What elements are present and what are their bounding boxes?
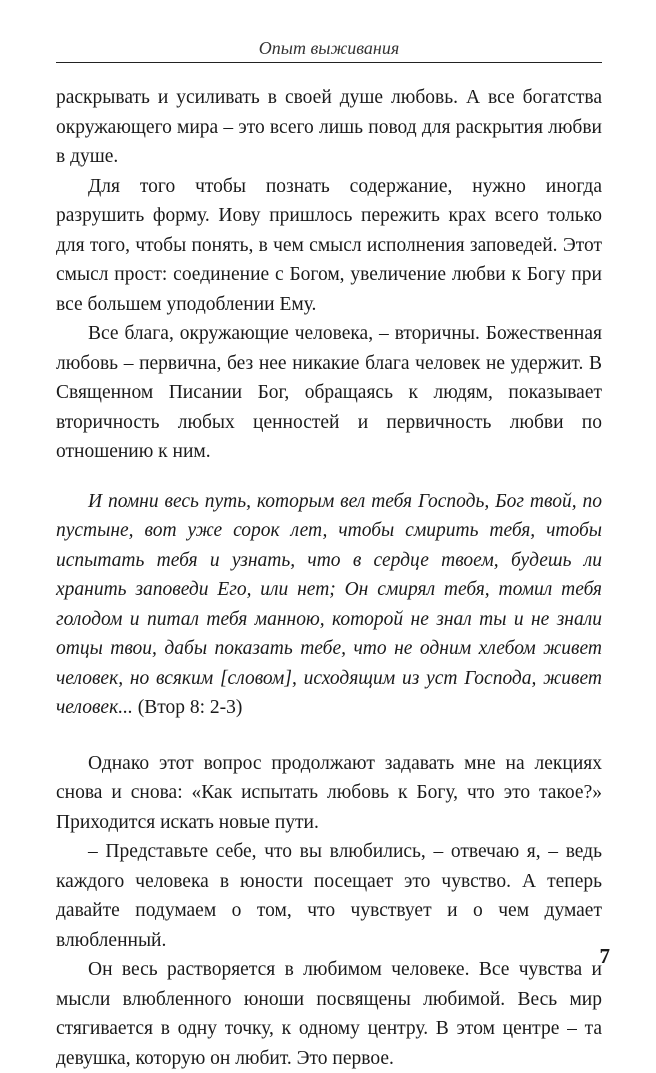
running-head: Опыт выживания — [258, 38, 400, 58]
paragraph-3: Все блага, окружающие человека, – вторичны. Божественная любовь – первична, без нее никакие блага человек не удержит. В Священном Писании Бог, обращаясь к людям, показывает вторичность любых ценностей и первичность любви по отношению к ним. — [56, 323, 602, 462]
paragraph-1: раскрывать и усиливать в своей душе любовь. А все богатства окружающего мира – это всего лишь повод для раскрытия любви в душе. — [56, 87, 602, 167]
scripture-quote — [56, 487, 602, 723]
paragraph-5: – Представьте себе, что вы влюбились, – отвечаю я, – ведь каждого человека в юности посещает это чувство. А теперь давайте подумаем о том, что чувствует и о чем думает влюбленный. — [56, 841, 602, 951]
header-rule — [56, 62, 602, 63]
paragraph-6: Он весь растворяется в любимом человеке. Все чувства и мысли влюбленного юноши посвящены любимой. Весь мир стягивается в одну точку, к одному центру. В этом центре – та девушка, которую он любит. Это первое. — [56, 959, 602, 1069]
paragraph-2: Для того чтобы познать содержание, нужно иногда разрушить форму. Иову пришлось пережить крах всего только для того, чтобы понять, в чем смысл исполнения заповедей. Этот смысл прост: соединение с Богом, увеличение любви к Богу при все большем уподоблении Ему. — [56, 175, 602, 315]
quote-reference: (Втор 8: 2-3) — [132, 697, 243, 718]
page-number: 7 — [599, 944, 610, 968]
body-text — [56, 83, 602, 1073]
paragraph-4: Однако этот вопрос продолжают задавать мне на лекциях снова и снова: «Как испытать любовь к Богу, что это такое?» Приходится искать новые пути. — [56, 752, 602, 833]
quote-text: И помни весь путь, которым вел тебя Господь, Бог твой, по пустыне, вот уже сорок лет, чтобы смирить тебя, чтобы испытать тебя и узнать, что в сердце твоем, будешь ли хранить заповеди Его, или нет; Он смирял тебя, томил тебя голодом и питал тебя манною, которой не знал ты и не знали отцы твои, дабы показать тебе, что не одним хлебом живет человек, но всяким [словом], исходящим из уст Господа, живет человек... — [56, 490, 602, 718]
